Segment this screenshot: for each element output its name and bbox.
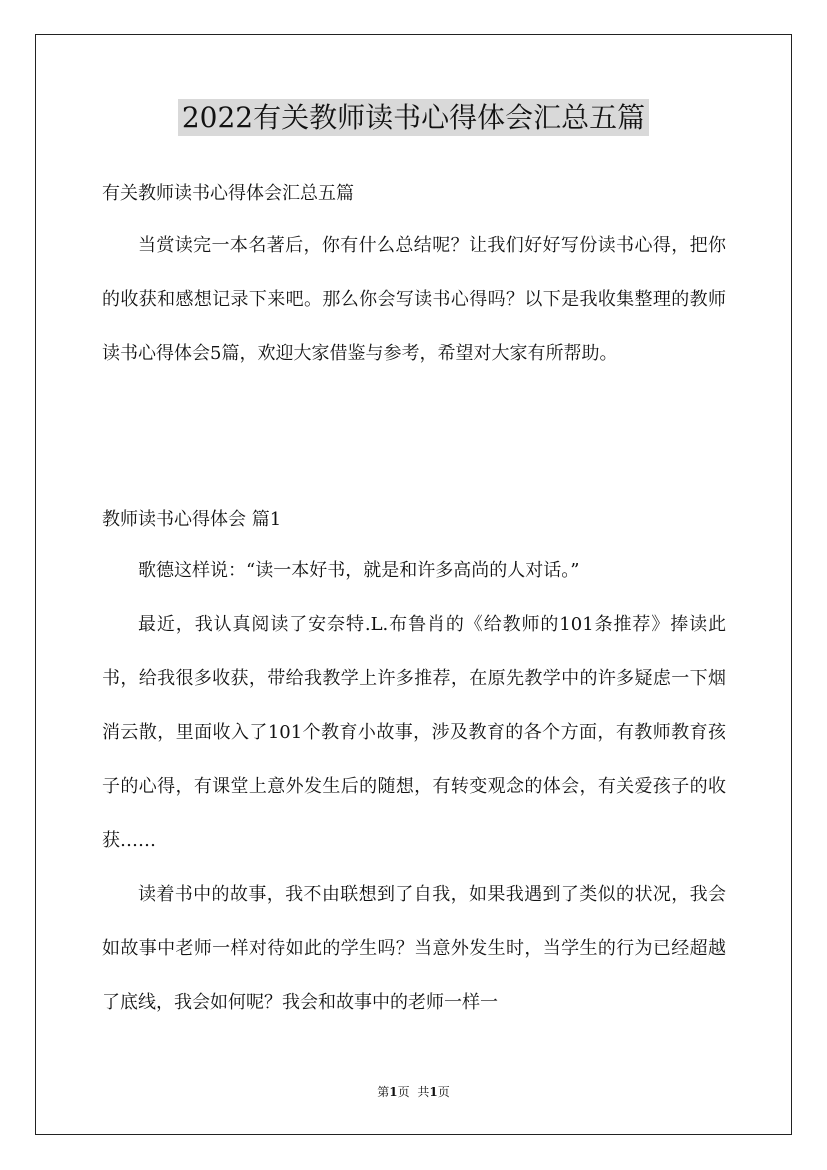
footer-total-suffix: 页 [437,1085,450,1099]
footer-page-number: 1 [389,1085,398,1099]
body-paragraph-3: 读着书中的故事，我不由联想到了自我，如果我遇到了类似的状况，我会如故事中老师一样对待如此的学生吗？当意外发生时，当学生的行为已经超越了底线，我会如何呢？我会和故事中的老师一样一 [102,884,726,1013]
intro-paragraph: 当赏读完一本名著后，你有什么总结呢？让我们好好写份读书心得，把你的收获和感想记录下来吧。那么你会写读书心得吗？以下是我收集整理的教师读书心得体会5篇，欢迎大家借鉴与参考，希望对大家有所帮助。 [102,235,726,364]
footer-total-prefix: 共 [417,1085,430,1099]
section-heading: 教师读书心得体会 篇1 [102,509,282,530]
footer-page-suffix: 页 [397,1085,410,1099]
body-paragraph-2: 最近，我认真阅读了安奈特.L.布鲁肖的《给教师的101条推荐》捧读此书，给我很多收获，带给我教学上许多推荐，在原先教学中的许多疑虑一下烟消云散，里面收入了101个教育小故事，涉及教育的各个方面，有教师教育孩子的心得，有课堂上意外发生后的随想，有转变观念的体会，有关爱孩子的收获…… [102,614,726,851]
document-title [0,98,827,138]
footer-total-number: 1 [429,1085,438,1099]
footer-page-prefix: 第 [377,1085,390,1099]
document-subtitle: 有关教师读书心得体会汇总五篇 [102,183,354,204]
page-footer [0,1083,827,1101]
body-paragraph-1: 歌德这样说：“读一本好书，就是和许多高尚的人对话。” [138,560,580,581]
document-title-text: 2022有关教师读书心得体会汇总五篇 [178,99,649,136]
